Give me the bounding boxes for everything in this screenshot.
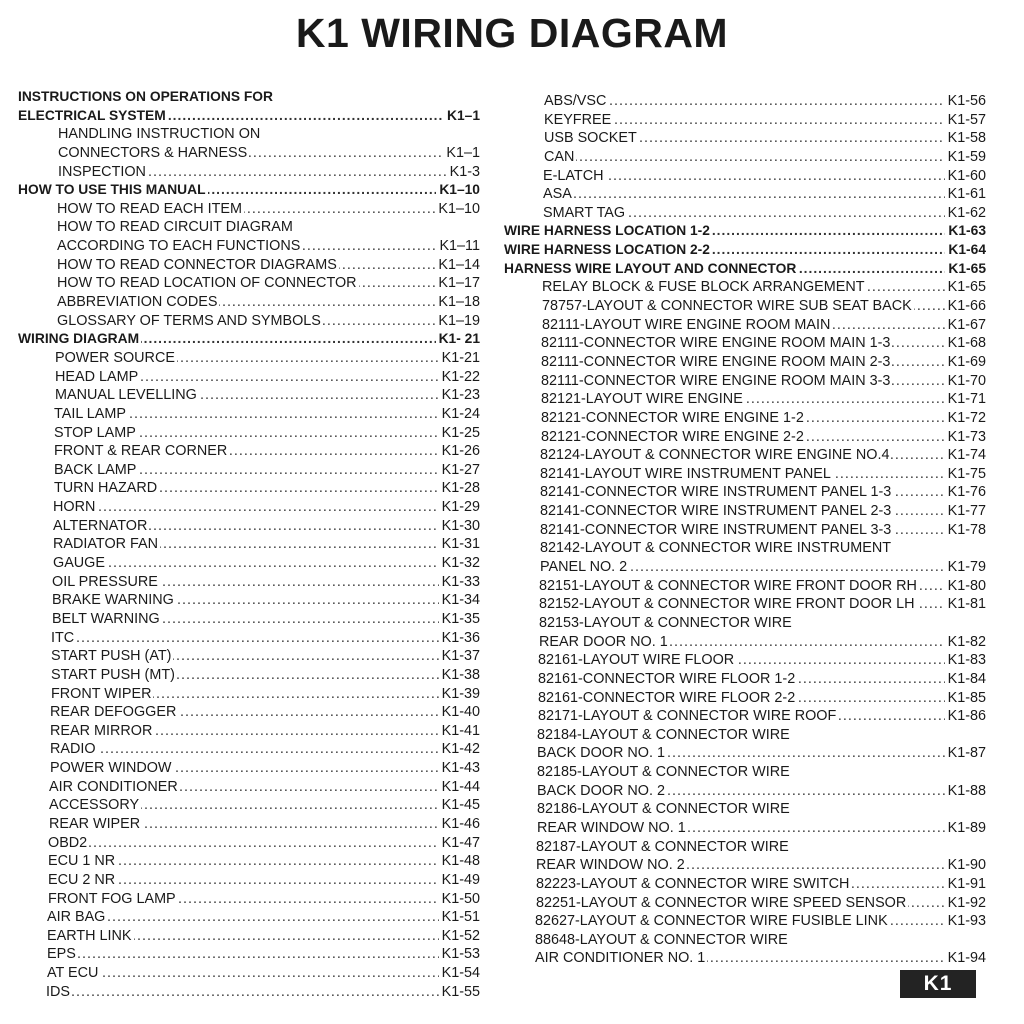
toc-section-heading	[18, 107, 480, 126]
toc-entry-page: K1-38	[439, 666, 480, 685]
toc-entry-page: K1-86	[945, 707, 986, 726]
toc-entry-page: K1-47	[439, 834, 480, 853]
toc-entry	[18, 573, 480, 592]
toc-entry-label: REAR MIRROR	[50, 722, 153, 739]
toc-entry-page: K1-40	[439, 703, 480, 722]
toc-entry	[18, 815, 480, 834]
toc-entry	[502, 782, 986, 801]
toc-entry-page: K1-75	[945, 465, 986, 484]
toc-entry-label: HEAD LAMP	[55, 368, 139, 385]
toc-entry-page: K1-87	[945, 744, 986, 763]
toc-entry	[18, 666, 480, 685]
toc-entry-label: MANUAL LEVELLING	[55, 387, 197, 404]
toc-entry-page: K1-88	[945, 782, 986, 801]
toc-entry-page: K1–14	[435, 256, 480, 275]
toc-entry-label: 78757-LAYOUT & CONNECTOR WIRE SUB SEAT BACK	[542, 298, 912, 315]
toc-entry	[18, 293, 480, 312]
toc-entry-label: REAR DOOR NO. 1	[539, 633, 668, 650]
toc-section-heading	[502, 222, 986, 241]
toc-entry-label: 82186-LAYOUT & CONNECTOR WIRE	[537, 801, 790, 818]
toc-entry	[502, 800, 986, 819]
toc-entry	[18, 945, 480, 964]
toc-entry-page: K1-51	[439, 908, 480, 927]
toc-entry-label: 82141-LAYOUT WIRE INSTRUMENT PANEL	[540, 465, 831, 482]
toc-entry-label: 82111-LAYOUT WIRE ENGINE ROOM MAIN	[542, 316, 831, 333]
toc-entry	[18, 983, 480, 1002]
toc-entry	[502, 334, 986, 353]
toc-entry-page: K1-57	[945, 111, 986, 130]
toc-entry-label: 82111-CONNECTOR WIRE ENGINE ROOM MAIN 2-3	[541, 353, 891, 370]
toc-entry-label: BACK DOOR NO. 1	[537, 745, 665, 762]
toc-entry-page: K1-23	[439, 386, 480, 405]
toc-entry	[18, 759, 480, 778]
toc-entry-page: K1-30	[439, 517, 480, 536]
toc-entry-label: 82184-LAYOUT & CONNECTOR WIRE	[537, 726, 790, 743]
toc-entry	[18, 368, 480, 387]
toc-entry	[18, 778, 480, 797]
toc-entry-label: ABBREVIATION CODES	[57, 294, 218, 311]
toc-entry	[502, 651, 986, 670]
toc-entry	[18, 591, 480, 610]
toc-entry-page: K1-41	[439, 722, 480, 741]
toc-entry-label: 82171-LAYOUT & CONNECTOR WIRE ROOF	[538, 708, 837, 725]
toc-entry	[18, 498, 480, 517]
toc-entry-page: K1-28	[439, 479, 480, 498]
toc-entry-label: 82142-LAYOUT & CONNECTOR WIRE INSTRUMENT	[540, 540, 892, 557]
toc-entry-page: K1-56	[945, 92, 986, 111]
toc-entry-label: 82185-LAYOUT & CONNECTOR WIRE	[537, 764, 790, 781]
toc-entry-label: POWER WINDOW	[50, 760, 172, 777]
toc-entry	[502, 838, 986, 857]
toc-entry-page: K1–18	[435, 293, 480, 312]
toc-entry-label: 82187-LAYOUT & CONNECTOR WIRE	[536, 838, 789, 855]
toc-entry-label: RADIATOR FAN	[53, 536, 159, 553]
toc-entry-label: FRONT & REAR CORNER	[54, 443, 228, 460]
toc-entry-label: 82124-LAYOUT & CONNECTOR WIRE ENGINE NO.4	[540, 447, 890, 464]
toc-entry	[18, 834, 480, 853]
toc-entry-label: E-LATCH	[543, 167, 604, 184]
toc-entry-page: K1-22	[439, 368, 480, 387]
toc-entry	[18, 274, 480, 293]
toc-entry-label: HOW TO READ CONNECTOR DIAGRAMS	[57, 256, 337, 273]
toc-entry-label: CONNECTORS & HARNESS	[58, 144, 248, 161]
toc-right-column	[502, 92, 986, 968]
toc-entry-page: K1-39	[439, 685, 480, 704]
toc-entry-page: K1-93	[945, 912, 986, 931]
toc-entry	[502, 167, 986, 186]
toc-entry-label: ACCORDING TO EACH FUNCTIONS	[57, 238, 301, 255]
toc-entry-label: 82121-CONNECTOR WIRE ENGINE 1-2	[541, 409, 804, 426]
toc-entry-label: FRONT WIPER	[51, 685, 152, 702]
toc-entry-page: K1-84	[945, 670, 986, 689]
toc-entry	[502, 744, 986, 763]
toc-entry-page: K1–19	[435, 312, 480, 331]
toc-entry-page: K1–1	[443, 144, 480, 163]
toc-entry-page: K1–1	[444, 107, 480, 126]
toc-entry-label: WIRE HARNESS LOCATION 2-2	[504, 242, 710, 258]
toc-entry	[18, 722, 480, 741]
toc-entry	[502, 763, 986, 782]
toc-entry	[502, 912, 986, 931]
toc-entry-page: K1-3	[447, 163, 480, 182]
toc-entry-label: OIL PRESSURE	[52, 573, 158, 590]
toc-entry-page: K1-43	[439, 759, 480, 778]
toc-entry	[18, 852, 480, 871]
toc-entry-label: 82627-LAYOUT & CONNECTOR WIRE FUSIBLE LINK	[535, 913, 888, 930]
toc-entry-page: K1-66	[945, 297, 986, 316]
page-title: K1 WIRING DIAGRAM	[295, 10, 729, 56]
toc-entry-label: AT ECU	[47, 965, 99, 982]
toc-entry-label: HORN	[53, 499, 96, 516]
toc-entry	[502, 949, 986, 968]
toc-entry-label: 82141-CONNECTOR WIRE INSTRUMENT PANEL 1-3	[540, 484, 892, 501]
toc-entry	[502, 931, 986, 950]
toc-entry-page: K1-52	[439, 927, 480, 946]
toc-entry-label: ASA	[543, 186, 572, 203]
toc-entry-label: INSTRUCTIONS ON OPERATIONS FOR	[18, 89, 273, 104]
toc-entry-page: K1-61	[945, 185, 986, 204]
toc-entry-label: EARTH LINK	[47, 927, 132, 944]
toc-entry-page: K1-63	[945, 222, 986, 241]
toc-entry-label: REAR WINDOW NO. 1	[537, 819, 686, 836]
toc-entry-label: 88648-LAYOUT & CONNECTOR WIRE	[535, 931, 788, 948]
toc-entry	[502, 353, 986, 372]
toc-entry-page: K1–17	[435, 274, 480, 293]
toc-entry-label: ACCESSORY	[49, 797, 140, 814]
toc-entry-label: BELT WARNING	[52, 610, 160, 627]
toc-entry-label: GAUGE	[53, 555, 105, 572]
toc-entry	[502, 558, 986, 577]
toc-entry	[502, 390, 986, 409]
toc-entry	[502, 204, 986, 223]
toc-entry	[502, 111, 986, 130]
toc-entry	[18, 703, 480, 722]
toc-entry	[18, 535, 480, 554]
toc-entry-label: PANEL NO. 2	[540, 559, 628, 576]
toc-entry	[18, 405, 480, 424]
toc-entry-label: STOP LAMP	[54, 424, 136, 441]
toc-entry-label: HOW TO USE THIS MANUAL	[18, 182, 206, 198]
toc-entry-page: K1-69	[945, 353, 986, 372]
toc-entry-label: EPS	[47, 946, 76, 963]
toc-entry-label: 82251-LAYOUT & CONNECTOR WIRE SPEED SENSOR	[536, 894, 907, 911]
toc-entry	[502, 428, 986, 447]
toc-entry-label: BACK DOOR NO. 2	[537, 782, 665, 799]
toc-entry-page: K1-89	[945, 819, 986, 838]
toc-entry-label: HOW TO READ LOCATION OF CONNECTOR	[57, 275, 357, 292]
toc-entry-label: 82141-CONNECTOR WIRE INSTRUMENT PANEL 3-3	[540, 521, 892, 538]
toc-entry	[18, 256, 480, 275]
toc-entry	[18, 125, 480, 144]
toc-entry-page: K1-60	[945, 167, 986, 186]
toc-entry-label: OBD2	[48, 834, 88, 851]
toc-entry	[18, 629, 480, 648]
toc-entry	[18, 442, 480, 461]
toc-entry	[502, 92, 986, 111]
toc-entry-page: K1-25	[439, 424, 480, 443]
toc-entry-page: K1-55	[439, 983, 480, 1002]
toc-entry	[502, 409, 986, 428]
toc-entry	[502, 577, 986, 596]
toc-entry-label: CAN	[544, 148, 575, 165]
toc-entry	[18, 349, 480, 368]
toc-entry	[18, 554, 480, 573]
toc-entry-page: K1-73	[945, 428, 986, 447]
toc-entry	[502, 539, 986, 558]
toc-entry-page: K1-50	[439, 890, 480, 909]
toc-entry	[502, 707, 986, 726]
toc-entry-page: K1-34	[439, 591, 480, 610]
toc-entry-label: BRAKE WARNING	[52, 592, 174, 609]
toc-entry-page: K1-72	[945, 409, 986, 428]
toc-entry	[18, 610, 480, 629]
toc-entry-page: K1–10	[436, 181, 480, 200]
toc-entry-page: K1-76	[945, 483, 986, 502]
toc-entry-label: POWER SOURCE	[55, 349, 175, 366]
toc-entry	[18, 871, 480, 890]
toc-entry-label: INSPECTION	[58, 163, 146, 180]
toc-entry-label: REAR DEFOGGER	[50, 704, 177, 721]
toc-entry-label: ELECTRICAL SYSTEM	[18, 107, 166, 123]
toc-entry	[502, 614, 986, 633]
toc-entry-page: K1-45	[439, 796, 480, 815]
toc-entry	[502, 670, 986, 689]
toc-entry	[18, 200, 480, 219]
toc-entry	[502, 483, 986, 502]
toc-entry	[502, 465, 986, 484]
toc-entry	[502, 726, 986, 745]
toc-entry-label: GLOSSARY OF TERMS AND SYMBOLS	[57, 312, 321, 329]
toc-entry-page: K1-42	[439, 740, 480, 759]
toc-entry-label: ABS/VSC	[544, 93, 607, 109]
toc-entry	[18, 796, 480, 815]
toc-entry	[502, 185, 986, 204]
toc-entry	[502, 875, 986, 894]
toc-entry-label: 82121-LAYOUT WIRE ENGINE	[541, 391, 743, 408]
toc-entry-label: WIRING DIAGRAM	[18, 331, 140, 347]
toc-entry-label: BACK LAMP	[54, 461, 137, 478]
toc-entry-label: WIRE HARNESS LOCATION 1-2	[504, 223, 710, 239]
toc-entry-label: 82111-CONNECTOR WIRE ENGINE ROOM MAIN 3-3	[541, 372, 891, 389]
toc-entry-label: SMART TAG	[543, 204, 626, 221]
toc-entry-page: K1-26	[439, 442, 480, 461]
toc-entry	[502, 129, 986, 148]
toc-entry-label: REAR WIPER	[49, 815, 141, 832]
toc-entry-label: HARNESS WIRE LAYOUT AND CONNECTOR	[504, 260, 797, 276]
toc-entry-page: K1-65	[945, 278, 986, 297]
toc-entry-label: 82111-CONNECTOR WIRE ENGINE ROOM MAIN 1-3	[541, 335, 891, 352]
toc-entry-page: K1-79	[945, 558, 986, 577]
toc-entry	[502, 633, 986, 652]
toc-entry-page: K1-36	[439, 629, 480, 648]
toc-entry-page: K1-31	[439, 535, 480, 554]
toc-entry-page: K1-46	[439, 815, 480, 834]
toc-entry-label: 82223-LAYOUT & CONNECTOR WIRE SWITCH	[536, 875, 850, 892]
toc-entry-label: USB SOCKET	[544, 130, 637, 147]
toc-entry-page: K1-32	[439, 554, 480, 573]
toc-entry-label: START PUSH (AT)	[51, 648, 172, 665]
toc-entry	[18, 461, 480, 480]
toc-entry	[18, 237, 480, 256]
toc-section-heading	[502, 260, 986, 279]
toc-entry	[18, 163, 480, 182]
toc-entry-label: AIR BAG	[47, 909, 106, 926]
toc-entry-label: HANDLING INSTRUCTION ON	[58, 126, 261, 143]
toc-entry-page: K1- 21	[436, 330, 480, 349]
toc-entry	[18, 424, 480, 443]
toc-entry	[502, 297, 986, 316]
toc-entry-page: K1–10	[435, 200, 480, 219]
toc-entry-page: K1-59	[945, 148, 986, 167]
toc-entry-page: K1-81	[945, 595, 986, 614]
toc-entry-page: K1-78	[945, 521, 986, 540]
toc-entry	[502, 446, 986, 465]
toc-entry-label: 82161-CONNECTOR WIRE FLOOR 1-2	[538, 670, 796, 687]
toc-entry-label: RELAY BLOCK & FUSE BLOCK ARRANGEMENT	[542, 279, 865, 296]
toc-entry-page: K1-83	[945, 651, 986, 670]
toc-section-heading	[502, 241, 986, 260]
toc-entry-label: AIR CONDITIONER NO. 1	[535, 950, 706, 967]
toc-entry-page: K1-94	[945, 949, 986, 968]
toc-entry	[502, 521, 986, 540]
toc-entry-page: K1-49	[439, 871, 480, 890]
toc-entry	[502, 148, 986, 167]
toc-entry	[502, 316, 986, 335]
toc-entry-page: K1-29	[439, 498, 480, 517]
toc-entry	[18, 740, 480, 759]
toc-entry	[18, 964, 480, 983]
toc-entry-page: K1-65	[945, 260, 986, 279]
toc-entry-page: K1-70	[945, 372, 986, 391]
toc-entry-label: ECU 2 NR	[48, 871, 116, 888]
toc-entry-label: 82153-LAYOUT & CONNECTOR WIRE	[539, 614, 792, 631]
toc-entry	[502, 278, 986, 297]
toc-entry	[18, 312, 480, 331]
section-tab: K1	[900, 970, 976, 998]
toc-entry-label: IDS	[46, 983, 70, 1000]
toc-entry-label: ITC	[51, 629, 75, 646]
toc-entry	[502, 856, 986, 875]
toc-entry-page: K1-90	[945, 856, 986, 875]
toc-section-heading	[18, 88, 480, 107]
toc-entry-label: AIR CONDITIONER	[49, 778, 178, 795]
toc-entry	[502, 595, 986, 614]
toc-entry-page: K1-64	[945, 241, 986, 260]
toc-entry-label: 82161-CONNECTOR WIRE FLOOR 2-2	[538, 689, 796, 706]
toc-entry-label: 82152-LAYOUT & CONNECTOR WIRE FRONT DOOR LH	[539, 596, 915, 613]
toc-entry	[18, 890, 480, 909]
toc-entry	[18, 144, 480, 163]
toc-entry-page: K1–11	[436, 237, 480, 256]
toc-entry-page: K1-92	[945, 894, 986, 913]
toc-entry-page: K1-24	[439, 405, 480, 424]
toc-entry-page: K1-80	[945, 577, 986, 596]
toc-entry-label: KEYFREE	[544, 111, 612, 128]
toc-entry	[502, 502, 986, 521]
toc-entry	[18, 479, 480, 498]
toc-entry-page: K1-68	[945, 334, 986, 353]
toc-entry-label: TAIL LAMP	[54, 405, 126, 422]
toc-entry	[18, 386, 480, 405]
toc-entry	[18, 927, 480, 946]
toc-entry-page: K1-54	[439, 964, 480, 983]
toc-entry-label: FRONT FOG LAMP	[48, 890, 176, 907]
toc-entry-page: K1-33	[439, 573, 480, 592]
toc-entry	[18, 647, 480, 666]
toc-entry-label: ALTERNATOR	[53, 517, 148, 534]
toc-entry-page: K1-53	[439, 945, 480, 964]
toc-entry-page: K1-48	[439, 852, 480, 871]
toc-entry	[18, 908, 480, 927]
toc-entry-label: HOW TO READ CIRCUIT DIAGRAM	[57, 219, 293, 236]
toc-entry-page: K1-91	[945, 875, 986, 894]
toc-entry-label: REAR WINDOW NO. 2	[536, 857, 685, 874]
toc-entry	[502, 372, 986, 391]
toc-entry	[502, 819, 986, 838]
toc-entry-page: K1-27	[439, 461, 480, 480]
toc-entry-label: RADIO	[50, 741, 96, 758]
toc-entry	[18, 685, 480, 704]
toc-entry-page: K1-85	[945, 689, 986, 708]
toc-entry-label: START PUSH (MT)	[51, 666, 175, 683]
toc-entry	[18, 218, 480, 237]
toc-entry-page: K1-44	[439, 778, 480, 797]
toc-entry-label: 82121-CONNECTOR WIRE ENGINE 2-2	[541, 428, 804, 445]
toc-entry-label: ECU 1 NR	[48, 853, 116, 870]
toc-left-column	[18, 88, 480, 1001]
toc-entry-page: K1-67	[945, 316, 986, 335]
toc-entry-page: K1-77	[945, 502, 986, 521]
toc-entry-label: HOW TO READ EACH ITEM	[57, 200, 242, 217]
toc-entry-label: 82151-LAYOUT & CONNECTOR WIRE FRONT DOOR RH	[539, 577, 917, 594]
toc-entry-label: TURN HAZARD	[54, 480, 158, 497]
toc-entry-page: K1-21	[439, 349, 480, 368]
toc-entry	[502, 894, 986, 913]
toc-entry-page: K1-71	[945, 390, 986, 409]
toc-entry	[502, 689, 986, 708]
toc-entry-page: K1-58	[945, 129, 986, 148]
toc-entry	[18, 517, 480, 536]
toc-entry-page: K1-82	[945, 633, 986, 652]
toc-entry-page: K1-62	[945, 204, 986, 223]
toc-entry-page: K1-74	[945, 446, 986, 465]
toc-entry-page: K1-37	[439, 647, 480, 666]
toc-section-heading	[18, 330, 480, 349]
toc-entry-page: K1-35	[439, 610, 480, 629]
toc-entry-label: 82141-CONNECTOR WIRE INSTRUMENT PANEL 2-3	[540, 503, 892, 520]
toc-section-heading	[18, 181, 480, 200]
toc-entry-label: 82161-LAYOUT WIRE FLOOR	[538, 652, 735, 669]
